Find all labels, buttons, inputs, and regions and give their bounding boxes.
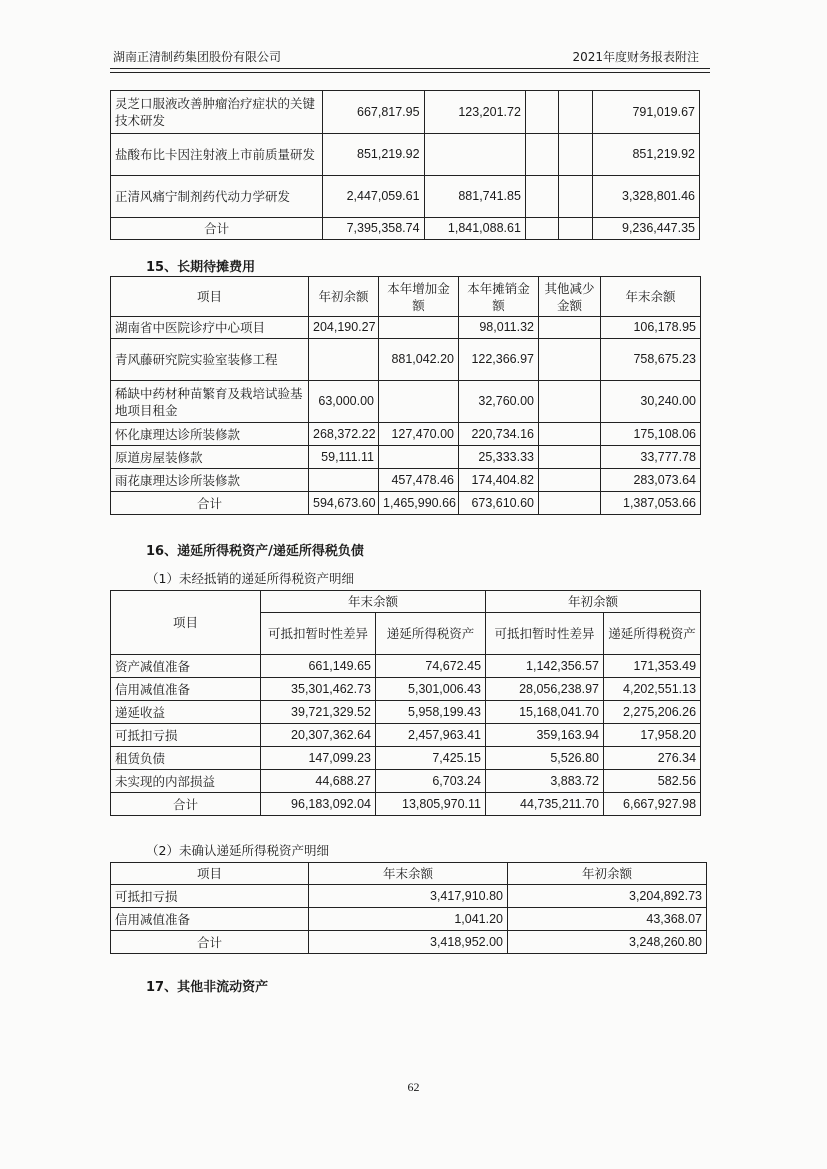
cell: 7,425.15 xyxy=(376,747,486,770)
cell: 276.34 xyxy=(604,747,701,770)
col-header-item: 项目 xyxy=(111,863,309,885)
cell-end: 758,675.23 xyxy=(601,339,701,381)
cell-begin: 63,000.00 xyxy=(309,381,379,423)
cell-other xyxy=(539,423,601,446)
header-company: 湖南正清制药集团股份有限公司 xyxy=(113,50,282,64)
cell-end: 33,777.78 xyxy=(601,446,701,469)
cell: 6,667,927.98 xyxy=(604,793,701,816)
cell-begin xyxy=(309,469,379,492)
row-label: 资产减值准备 xyxy=(111,655,261,678)
cell-increase xyxy=(379,317,459,339)
row-label: 怀化康理达诊所装修款 xyxy=(111,423,309,446)
cell: 15,168,041.70 xyxy=(486,701,604,724)
cell-amortize: 220,734.16 xyxy=(459,423,539,446)
cell-increase xyxy=(424,134,525,176)
row-label: 未实现的内部损益 xyxy=(111,770,261,793)
row-label: 递延收益 xyxy=(111,701,261,724)
total-label: 合计 xyxy=(111,931,309,954)
table-row xyxy=(111,655,701,678)
cell: 96,183,092.04 xyxy=(261,793,376,816)
col-header-item: 项目 xyxy=(111,277,309,317)
table-row xyxy=(111,469,701,492)
cell-increase: 457,478.46 xyxy=(379,469,459,492)
table-header-row xyxy=(111,863,707,885)
cell: 2,457,963.41 xyxy=(376,724,486,747)
section-16-title: 16、递延所得税资产/递延所得税负债 xyxy=(146,544,364,559)
cell-begin: 43,368.07 xyxy=(508,908,707,931)
cell: 171,353.49 xyxy=(604,655,701,678)
subsection-1-title: （1）未经抵销的递延所得税资产明细 xyxy=(146,571,354,586)
cell-begin: 204,190.27 xyxy=(309,317,379,339)
table-header-row xyxy=(111,591,701,613)
cell-end: 3,417,910.80 xyxy=(309,885,508,908)
table-total-row xyxy=(111,218,700,240)
cell-amortize: 673,610.60 xyxy=(459,492,539,515)
row-label: 盐酸布比卡因注射液上市前质量研发 xyxy=(111,134,323,176)
cell-other xyxy=(539,381,601,423)
cell: 3,883.72 xyxy=(486,770,604,793)
table-row xyxy=(111,724,701,747)
col-header-other: 其他减少金额 xyxy=(539,277,601,317)
deferred-tax-assets-table xyxy=(110,590,701,816)
cell-begin: 3,248,260.80 xyxy=(508,931,707,954)
table-header-row xyxy=(111,277,701,317)
cell: 147,099.23 xyxy=(261,747,376,770)
cell-other xyxy=(539,469,601,492)
col-header-increase: 本年增加金额 xyxy=(379,277,459,317)
cell-amortize: 98,011.32 xyxy=(459,317,539,339)
col-header-diff: 可抵扣暂时性差异 xyxy=(261,613,376,655)
unrecognized-deferred-tax-table xyxy=(110,862,707,954)
cell-begin: 3,204,892.73 xyxy=(508,885,707,908)
cell-end: 30,240.00 xyxy=(601,381,701,423)
cell-end: 3,328,801.46 xyxy=(592,176,699,218)
cell-amortize: 32,760.00 xyxy=(459,381,539,423)
table-row xyxy=(111,908,707,931)
table-row xyxy=(111,885,707,908)
cell-empty xyxy=(559,134,592,176)
col-header-begin: 年初余额 xyxy=(508,863,707,885)
cell-empty xyxy=(559,91,592,134)
cell-increase: 881,741.85 xyxy=(424,176,525,218)
table-row xyxy=(111,381,701,423)
cell-end: 175,108.06 xyxy=(601,423,701,446)
cell: 5,526.80 xyxy=(486,747,604,770)
cell: 2,275,206.26 xyxy=(604,701,701,724)
cell: 359,163.94 xyxy=(486,724,604,747)
col-header-asset: 递延所得税资产 xyxy=(604,613,701,655)
cell-begin: 7,395,358.74 xyxy=(323,218,424,240)
table-row xyxy=(111,770,701,793)
row-label: 灵芝口服液改善肿瘤治疗症状的关键技术研发 xyxy=(111,91,323,134)
total-label: 合计 xyxy=(111,218,323,240)
cell-begin: 2,447,059.61 xyxy=(323,176,424,218)
row-label: 青风藤研究院实验室装修工程 xyxy=(111,339,309,381)
row-label: 湖南省中医院诊疗中心项目 xyxy=(111,317,309,339)
cell-empty xyxy=(525,176,558,218)
section-15-title: 15、长期待摊费用 xyxy=(146,260,256,275)
cell-end: 9,236,447.35 xyxy=(592,218,699,240)
cell: 28,056,238.97 xyxy=(486,678,604,701)
cell-empty xyxy=(525,218,558,240)
table-row xyxy=(111,134,700,176)
long-term-prepaid-table xyxy=(110,276,701,515)
table-row xyxy=(111,423,701,446)
cell-other xyxy=(539,339,601,381)
cell-increase xyxy=(379,381,459,423)
section-17-title: 17、其他非流动资产 xyxy=(146,980,269,995)
cell-amortize: 174,404.82 xyxy=(459,469,539,492)
cell-increase xyxy=(379,446,459,469)
table-row xyxy=(111,176,700,218)
cell-end: 851,219.92 xyxy=(592,134,699,176)
row-label: 信用减值准备 xyxy=(111,908,309,931)
table-row xyxy=(111,446,701,469)
cell: 6,703.24 xyxy=(376,770,486,793)
cell-other xyxy=(539,317,601,339)
cell: 35,301,462.73 xyxy=(261,678,376,701)
cell-increase: 1,841,088.61 xyxy=(424,218,525,240)
cell: 17,958.20 xyxy=(604,724,701,747)
cell: 20,307,362.64 xyxy=(261,724,376,747)
cell-amortize: 25,333.33 xyxy=(459,446,539,469)
cell: 4,202,551.13 xyxy=(604,678,701,701)
cell-increase: 881,042.20 xyxy=(379,339,459,381)
row-label: 正清风痛宁制剂药代动力学研发 xyxy=(111,176,323,218)
cell-increase: 127,470.00 xyxy=(379,423,459,446)
cell: 39,721,329.52 xyxy=(261,701,376,724)
cell-end: 1,041.20 xyxy=(309,908,508,931)
row-label: 租赁负债 xyxy=(111,747,261,770)
row-label: 可抵扣亏损 xyxy=(111,885,309,908)
table-total-row xyxy=(111,492,701,515)
col-header-asset: 递延所得税资产 xyxy=(376,613,486,655)
table-total-row xyxy=(111,793,701,816)
row-label: 稀缺中药材种苗繁育及栽培试验基地项目租金 xyxy=(111,381,309,423)
cell-begin: 851,219.92 xyxy=(323,134,424,176)
cell-end: 106,178.95 xyxy=(601,317,701,339)
header-rule xyxy=(110,68,710,69)
header-report-title: 2021年度财务报表附注 xyxy=(572,50,699,64)
table-row xyxy=(111,701,701,724)
cell: 44,735,211.70 xyxy=(486,793,604,816)
col-header-end: 年末余额 xyxy=(601,277,701,317)
cell: 5,301,006.43 xyxy=(376,678,486,701)
col-header-amortize: 本年摊销金额 xyxy=(459,277,539,317)
cell-increase: 1,465,990.66 xyxy=(379,492,459,515)
cell-begin: 667,817.95 xyxy=(323,91,424,134)
cell: 74,672.45 xyxy=(376,655,486,678)
cell: 44,688.27 xyxy=(261,770,376,793)
cell-other xyxy=(539,492,601,515)
table-row xyxy=(111,747,701,770)
col-header-end: 年末余额 xyxy=(261,591,486,613)
cell-empty xyxy=(525,91,558,134)
cell: 582.56 xyxy=(604,770,701,793)
cell-begin: 268,372.22 xyxy=(309,423,379,446)
table-row xyxy=(111,317,701,339)
cell-empty xyxy=(525,134,558,176)
cell-empty xyxy=(559,176,592,218)
table-total-row xyxy=(111,931,707,954)
cell-end: 1,387,053.66 xyxy=(601,492,701,515)
cell-end: 791,019.67 xyxy=(592,91,699,134)
cell-amortize: 122,366.97 xyxy=(459,339,539,381)
cell-begin: 59,111.11 xyxy=(309,446,379,469)
col-header-item: 项目 xyxy=(111,591,261,655)
col-header-begin: 年初余额 xyxy=(309,277,379,317)
cell-end: 283,073.64 xyxy=(601,469,701,492)
cell: 5,958,199.43 xyxy=(376,701,486,724)
cell: 661,149.65 xyxy=(261,655,376,678)
table-row xyxy=(111,339,701,381)
row-label: 可抵扣亏损 xyxy=(111,724,261,747)
cell-begin xyxy=(309,339,379,381)
row-label: 雨花康理达诊所装修款 xyxy=(111,469,309,492)
col-header-begin: 年初余额 xyxy=(486,591,701,613)
col-header-diff: 可抵扣暂时性差异 xyxy=(486,613,604,655)
total-label: 合计 xyxy=(111,492,309,515)
cell-end: 3,418,952.00 xyxy=(309,931,508,954)
total-label: 合计 xyxy=(111,793,261,816)
rd-expenditure-table xyxy=(110,90,700,240)
cell: 13,805,970.11 xyxy=(376,793,486,816)
cell-empty xyxy=(559,218,592,240)
cell: 1,142,356.57 xyxy=(486,655,604,678)
header-rule-thin xyxy=(110,72,710,73)
row-label: 信用减值准备 xyxy=(111,678,261,701)
page-number: 62 xyxy=(407,1080,420,1094)
col-header-end: 年末余额 xyxy=(309,863,508,885)
cell-begin: 594,673.60 xyxy=(309,492,379,515)
cell-increase: 123,201.72 xyxy=(424,91,525,134)
table-row xyxy=(111,678,701,701)
subsection-2-title: （2）未确认递延所得税资产明细 xyxy=(146,843,329,858)
cell-other xyxy=(539,446,601,469)
row-label: 原道房屋装修款 xyxy=(111,446,309,469)
table-row xyxy=(111,91,700,134)
